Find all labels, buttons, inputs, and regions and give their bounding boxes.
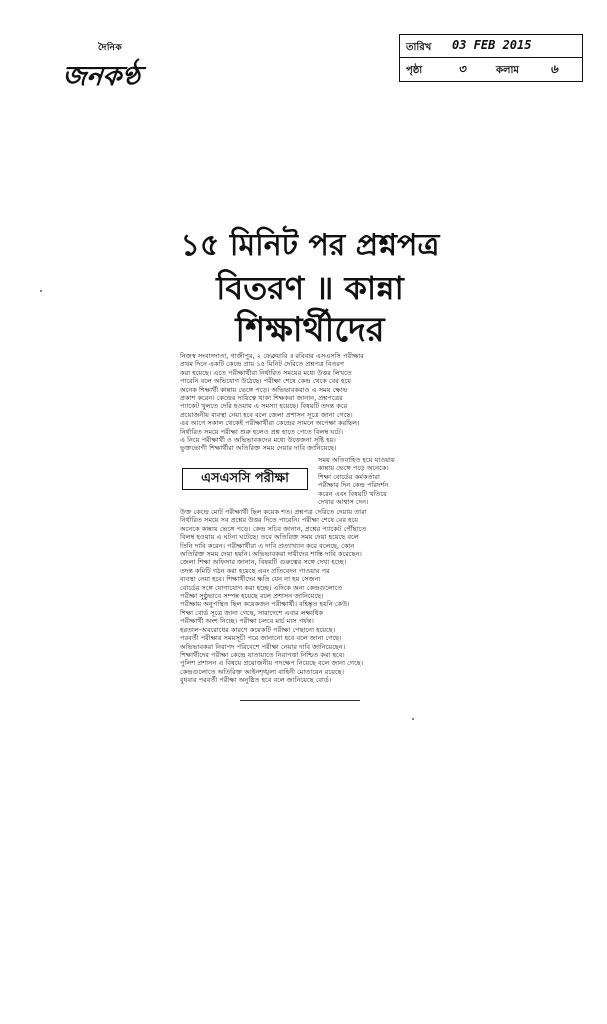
article-body-line: কেন্দ্রগুলোতে অতিরিক্ত আইনশৃঙ্খলা বাহিনী মোতায়েন রয়েছে। xyxy=(180,667,344,676)
article-headline xyxy=(150,225,470,351)
article-body-line: অনেকে কান্নায় ভেঙ্গে পড়ে। কেন্দ্র সচিব জানান, প্রশ্নের প্যাকেট পৌঁছাতে xyxy=(180,524,367,533)
scan-speck xyxy=(40,290,42,292)
stamp-date-label: তারিখ xyxy=(406,42,432,53)
article-body-line: উক্ত কেন্দ্রে মোট পরীক্ষার্থী ছিল কয়েক শত। প্রশ্নপত্র দেরিতে দেয়ায় তারা xyxy=(180,508,367,516)
article-body-line: পরীক্ষা সুষ্ঠুভাবে সম্পন্ন হয়েছে বলে প্রশাসন জানিয়েছে। xyxy=(180,592,324,601)
article-body-line: প্রকাশ করেন। কেন্দ্রের দায়িত্বে থাকা শিক্ষকরা জানান, প্রশ্নপত্রের xyxy=(180,394,343,403)
article-body-line: প্রয়োজনীয় ব্যবস্থা নেয়া হবে বলে জেলা প্রশাসন সূত্রে জানা গেছে। xyxy=(180,410,353,419)
article-body-line: পুলিশ প্রশাসন এ বিষয়ে প্রয়োজনীয় পদক্ষেপ নিয়েছে বলে জানা গেছে। xyxy=(180,659,364,668)
article-body-line: জেলা শিক্ষা অফিসার জানান, বিষয়টি গুরুত্বের সঙ্গে দেখা হচ্ছে। xyxy=(180,558,347,567)
article-body-line: তিনি দাবি করেন। পরীক্ষার্থীরা এ দাবি প্রত্যাখ্যান করে বলেছে, কোন xyxy=(180,541,355,550)
article-body-line: কান্নায় ভেঙ্গে পড়ে অনেকে। xyxy=(318,464,389,473)
article-body-line: করা হয়েছে। এতে পরীক্ষার্থীরা নির্ধারিত সময়ের মধ্যে উত্তর লিখতে xyxy=(180,368,352,377)
article-body-line: তদন্ত কমিটি গঠন করা হয়েছে এবং প্রতিবেদন পাওয়ার পর xyxy=(180,566,330,575)
article-body-line: বুধবার পরবর্তী পরীক্ষা অনুষ্ঠিত হবে বলে জানিয়েছে বোর্ড। xyxy=(180,676,332,685)
article-body-bottom xyxy=(180,508,450,688)
masthead-logo: জনকণ্ঠ xyxy=(60,61,142,92)
article-body-line: নির্ধারিত সময়ে সব প্রশ্নের উত্তর দিতে পারেনি। পরীক্ষা শেষে বের হয়ে xyxy=(180,516,359,525)
article-body-line: নির্ধারিত সময়ে পরীক্ষা শুরু হলেও প্রশ্ন হাতে পেতে বিলম্ব ঘটে। xyxy=(180,427,343,436)
article-body-line: পরীক্ষায় অনুপস্থিত ছিল কয়েকজন পরীক্ষার্থী। বহিষ্কৃত হয়নি কেউ। xyxy=(180,600,350,609)
stamp-date-value: 03 FEB 2015 xyxy=(452,38,532,52)
article-body-line: অনেক শিক্ষার্থী কান্নায় ভেঙ্গে পড়ে। অভিভাবকরাও এ সময় ক্ষোভ xyxy=(180,385,348,394)
scan-speck xyxy=(412,718,414,720)
masthead-small-label: দৈনিক xyxy=(98,43,123,53)
stamp-page-value: ৩ xyxy=(458,62,466,76)
article-body-line: করেন এবং বিষয়টি খতিয়ে xyxy=(318,489,387,498)
article-body-line: এ নিয়ে পরীক্ষার্থী ও অভিভাবকদের মধ্যে উত্তেজনা সৃষ্টি হয়। xyxy=(180,436,336,445)
article-body-line: হরতাল-অবরোধের কারণে কয়েকটি পরীক্ষা পেছানো হয়েছে। xyxy=(180,625,336,634)
article-body-line: নিজস্ব সংবাদদাতা, গাজীপুর, ২ ফেব্রুয়ারি ॥ রবিবার এসএসসি পরীক্ষার xyxy=(180,352,364,360)
article-body-top xyxy=(180,352,450,454)
article-body-line: সময় অতিবাহিত হয়ে যাওয়ায় xyxy=(318,456,395,464)
headline-line-1: ১৫ মিনিট পর প্রশ্নপত্র xyxy=(180,228,440,263)
stamp-column-label: কলাম xyxy=(496,65,519,76)
clipping-stamp xyxy=(399,34,583,82)
article-body-line: ভুক্তভোগী শিক্ষার্থীরা অতিরিক্ত সময় দেয়ার দাবি জানিয়েছে। xyxy=(180,444,337,453)
article-body-line: দেখার আশ্বাস দেন। xyxy=(318,498,369,507)
article-body-line: পরবর্তী পরীক্ষার সময়সূচী পরে জানানো হবে বলে জানা গেছে। xyxy=(180,634,342,643)
article-body-line: পরীক্ষার দিন কেন্দ্র পরিদর্শন xyxy=(318,481,389,490)
headline-line-2: বিতরণ ॥ কান্না xyxy=(216,269,404,307)
article-body-line: প্রথম দিনে একটি কেন্দ্রে প্রায় ১৫ মিনিট দেরিতে প্রশ্নপত্র বিতরণ xyxy=(180,360,345,369)
stamp-date-row xyxy=(400,35,582,58)
article-body-line: শিক্ষা বোর্ডের কর্মকর্তারা xyxy=(318,472,380,481)
headline-line-3: শিক্ষার্থীদের xyxy=(235,310,385,350)
article-body-line: বোর্ডের সঙ্গে যোগাযোগ করা হচ্ছে। এদিকে অন্য কেন্দ্রগুলোতে xyxy=(180,583,343,592)
stamp-column-value: ৬ xyxy=(550,62,558,76)
article-body-line: পরীক্ষার্থী অংশ নিচ্ছে। পরীক্ষা চলবে মার্চ মাস পর্যন্ত। xyxy=(180,617,314,626)
article-body-line: শিক্ষা বোর্ড সূত্রে জানা গেছে, সারাদেশে এবার লক্ষাধিক xyxy=(180,608,324,617)
stamp-page-label: পৃষ্ঠা xyxy=(406,65,423,76)
article-body-line: অভিভাবকরা নিরাপদ পরিবেশে পরীক্ষা নেয়ার দাবি জানিয়েছেন। xyxy=(180,642,346,651)
stamp-page-row xyxy=(400,58,582,80)
article-body-right xyxy=(318,456,450,508)
article-body-line: শিক্ষার্থীদের পরীক্ষা কেন্দ্রে যাতায়াতে নিরাপত্তা নিশ্চিত করা হবে। xyxy=(180,650,345,659)
article-body-line: প্যাকেট খুলতে দেরি হওয়ায় এ সমস্যা হয়েছে। বিষয়টি তদন্ত করে xyxy=(180,402,348,411)
article-end-divider xyxy=(240,700,360,701)
article-body-line: বিলম্ব হওয়ায় এ ঘটনা ঘটেছে। তবে অতিরিক্ত সময় দেয়া হয়েছে বলে xyxy=(180,533,359,542)
article-body-line: এর আগে সকাল থেকেই পরীক্ষার্থীরা কেন্দ্রের সামনে অপেক্ষা করছিল। xyxy=(180,419,360,428)
section-tag: এসএসসি পরীক্ষা xyxy=(182,468,308,490)
article-body-line: ব্যবস্থা নেয়া হবে। শিক্ষার্থীদের ক্ষতি যেন না হয় সেজন্য xyxy=(180,575,321,584)
article-body-line: পারেনি বলে অভিযোগ উঠেছে। পরীক্ষা শেষে কেন্দ্র থেকে বের হয়ে xyxy=(180,377,351,386)
article-body-line: অতিরিক্ত সময় দেয়া হয়নি। অভিভাবকরা দায়ীদের শাস্তি দাবি করেছেন। xyxy=(180,550,362,559)
